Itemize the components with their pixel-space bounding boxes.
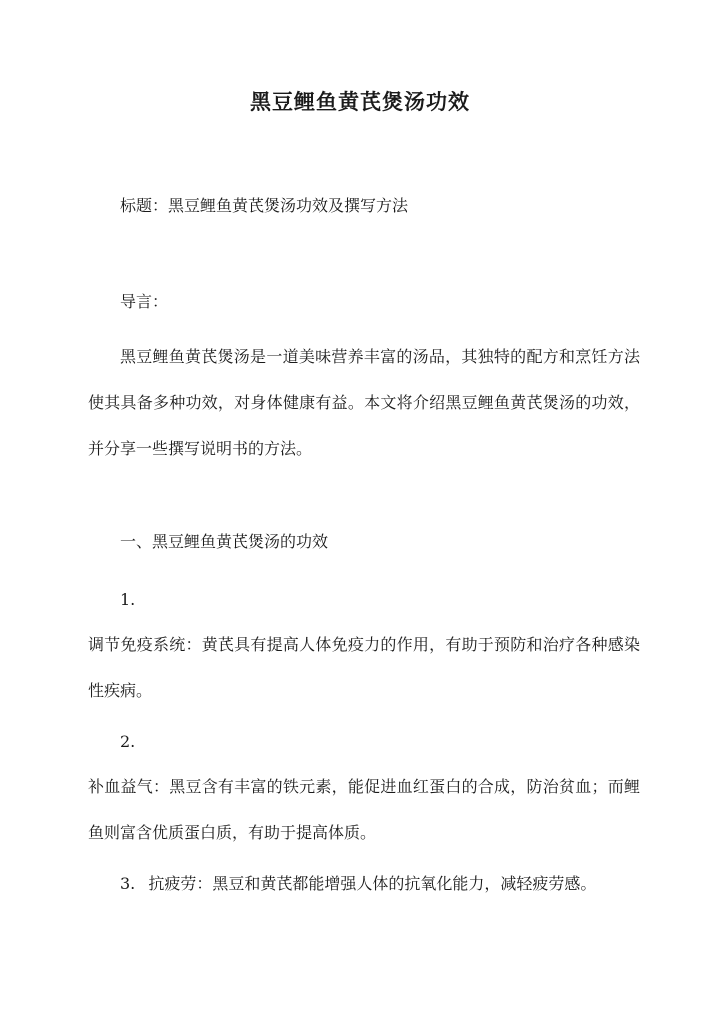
subtitle-line: 标题：黑豆鲤鱼黄芪煲汤功效及撰写方法 <box>120 196 409 215</box>
intro-paragraph: 黑豆鲤鱼黄芪煲汤是一道美味营养丰富的汤品，其独特的配方和烹饪方法使其具备多种功效，对身体健康有益。本文将介绍黑豆鲤鱼黄芪煲汤的功效，并分享一些撰写说明书的方法。 <box>88 347 640 458</box>
document-title: 黑豆鲤鱼黄芪煲汤功效 <box>250 89 470 114</box>
list-item-number: 3. <box>120 874 136 893</box>
list-item-text: 补血益气：黑豆含有丰富的铁元素，能促进血红蛋白的合成，防治贫血；而鲤鱼则富含优质蛋白质，有助于提高体质。 <box>88 777 640 842</box>
list-item-3 <box>120 872 596 896</box>
list-item-number: 1. <box>120 590 136 609</box>
list-item-number: 2. <box>120 732 136 751</box>
list-item-text: 调节免疫系统：黄芪具有提高人体免疫力的作用，有助于预防和治疗各种感染性疾病。 <box>88 635 640 700</box>
list-item-text: 抗疲劳：黑豆和黄芪都能增强人体的抗氧化能力，减轻疲劳感。 <box>148 874 597 893</box>
section-heading: 一、黑豆鲤鱼黄芪煲汤的功效 <box>120 532 329 551</box>
intro-heading: 导言： <box>120 292 169 311</box>
